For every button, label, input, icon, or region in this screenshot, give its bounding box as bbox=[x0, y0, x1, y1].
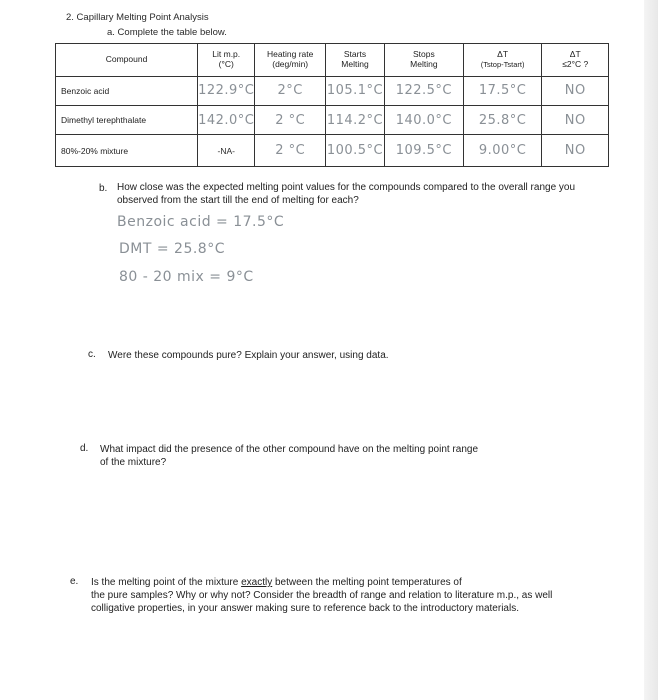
question-e-line-1: Is the melting point of the mixture exactly between the melting point temperatures of bbox=[91, 577, 462, 588]
question-d-label: d. bbox=[80, 443, 89, 454]
emphasis-exactly: exactly bbox=[241, 577, 273, 588]
answer-b-mixture: 80 - 20 mix = 9°C bbox=[119, 269, 254, 285]
cell-delta-t: 25.8°C bbox=[463, 106, 542, 135]
header-delta-t: ΔT (Tstop-Tstart) bbox=[463, 44, 542, 77]
header-compound: Compound bbox=[56, 44, 198, 77]
header-starts-melting: Starts Melting bbox=[326, 44, 385, 77]
cell-delta-t-check: NO bbox=[542, 106, 609, 135]
table-header-row bbox=[56, 44, 609, 77]
cell-starts-melting: 114.2°C bbox=[326, 106, 385, 135]
header-stops-melting: Stops Melting bbox=[384, 44, 463, 77]
part-a-instruction: a. Complete the table below. bbox=[107, 27, 227, 38]
question-e-label: e. bbox=[70, 576, 79, 587]
question-c-text: Were these compounds pure? Explain your answer, using data. bbox=[108, 350, 389, 361]
header-lit-mp: Lit m.p. (°C) bbox=[198, 44, 255, 77]
cell-heating-rate: 2 °C bbox=[255, 106, 326, 135]
question-d-text bbox=[100, 443, 620, 469]
cell-lit-mp: 122.9°C bbox=[198, 76, 255, 105]
cell-delta-t-check: NO bbox=[542, 76, 609, 105]
cell-heating-rate: 2 °C bbox=[255, 135, 326, 167]
cell-heating-rate: 2°C bbox=[255, 76, 326, 105]
cell-stops-melting: 122.5°C bbox=[384, 76, 463, 105]
question-e-line-2: the pure samples? Why or why not? Consider the breadth of range and relation to literature m.p., as well bbox=[91, 590, 553, 601]
cell-compound: Dimethyl terephthalate bbox=[56, 106, 198, 135]
cell-lit-mp: -NA- bbox=[198, 135, 255, 167]
cell-starts-melting: 105.1°C bbox=[326, 76, 385, 105]
question-e-line-3: colligative properties, in your answer making sure to reference back to the introductory materials. bbox=[91, 603, 519, 614]
cell-compound: Benzoic acid bbox=[56, 76, 198, 105]
question-e-text bbox=[91, 576, 651, 615]
question-b-line-1: How close was the expected melting point values for the compounds compared to the overall range you bbox=[117, 182, 576, 193]
cell-stops-melting: 140.0°C bbox=[384, 106, 463, 135]
section-heading: 2. Capillary Melting Point Analysis bbox=[66, 12, 209, 23]
cell-lit-mp: 142.0°C bbox=[198, 106, 255, 135]
cell-stops-melting: 109.5°C bbox=[384, 135, 463, 167]
answer-b-benzoic: Benzoic acid = 17.5°C bbox=[117, 214, 285, 230]
header-delta-t-check: ΔT ≤2°C ? bbox=[542, 44, 609, 77]
question-d-line-1: What impact did the presence of the other compound have on the melting point range bbox=[100, 444, 479, 455]
cell-delta-t-check: NO bbox=[542, 135, 609, 167]
question-d-line-2: of the mixture? bbox=[100, 457, 167, 468]
melting-point-table bbox=[55, 43, 609, 167]
cell-delta-t: 9.00°C bbox=[463, 135, 542, 167]
table-row bbox=[56, 106, 609, 135]
header-heating-rate: Heating rate (deg/min) bbox=[255, 44, 326, 77]
question-b-text bbox=[117, 181, 642, 207]
cell-compound: 80%-20% mixture bbox=[56, 135, 198, 167]
question-b-label: b. bbox=[99, 183, 108, 194]
question-c-label: c. bbox=[88, 349, 96, 360]
cell-delta-t: 17.5°C bbox=[463, 76, 542, 105]
question-b-line-2: observed from the start till the end of melting for each? bbox=[117, 195, 359, 206]
table-row bbox=[56, 135, 609, 167]
answer-b-dmt: DMT = 25.8°C bbox=[119, 241, 225, 257]
cell-starts-melting: 100.5°C bbox=[326, 135, 385, 167]
table-row bbox=[56, 76, 609, 105]
